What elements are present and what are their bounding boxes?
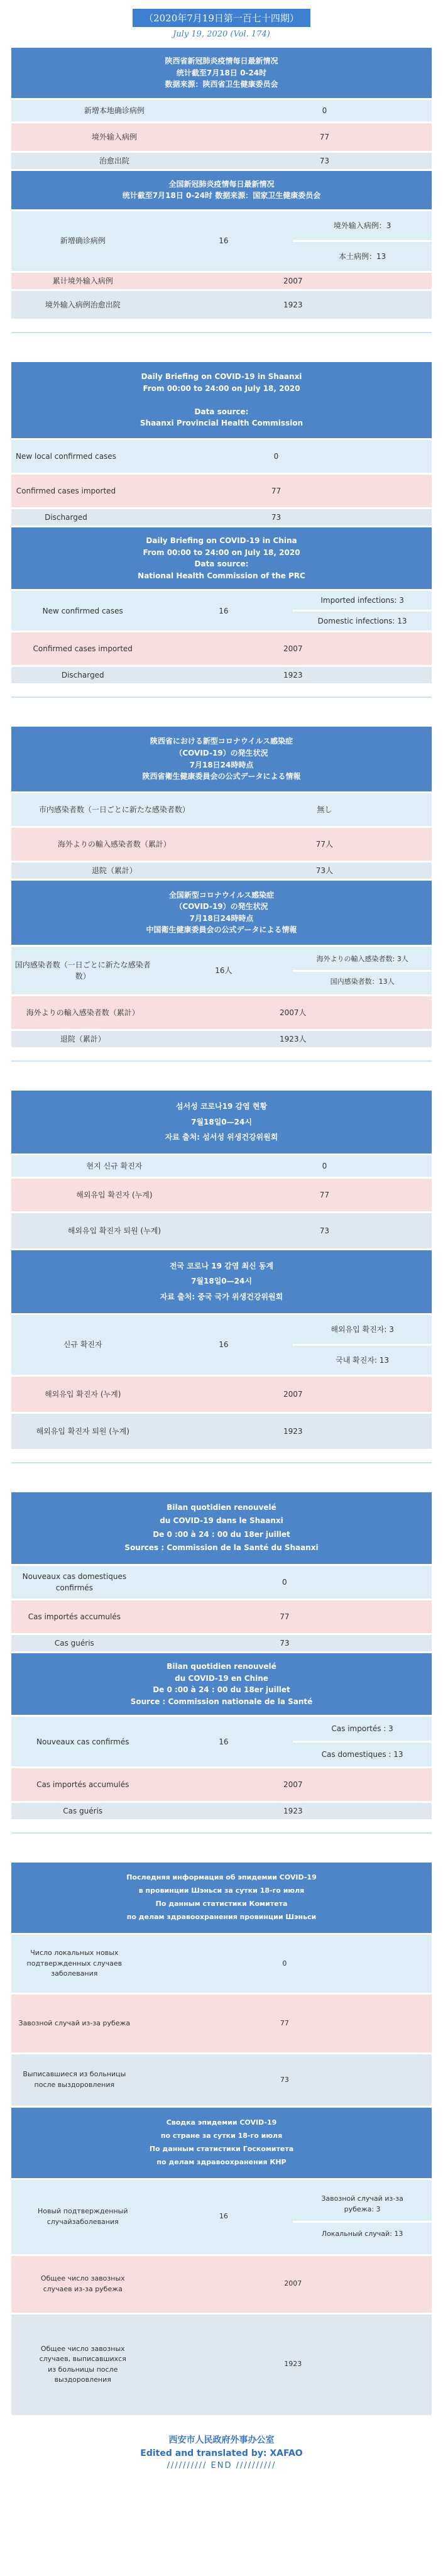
imported-count: 境外输入病例：3 <box>333 221 391 230</box>
table-row <box>11 1213 432 1248</box>
ru-shaanxi-table <box>11 1933 432 2108</box>
ja-shaanxi-table <box>11 791 432 881</box>
table-row <box>11 2256 432 2313</box>
row-value: 0 <box>138 1566 432 1599</box>
row-label: 累计境外输入病例 <box>11 273 154 289</box>
table-row <box>11 211 432 271</box>
row-label: Cas importés accumulés <box>11 1600 138 1633</box>
breakdown-cell <box>293 1717 432 1766</box>
zh-shaanxi-header <box>11 48 432 98</box>
imported-count: Cas importés : 3 <box>331 1724 393 1734</box>
row-value: 2007人 <box>154 996 432 1029</box>
row-label: Выписавшиеся из больницы после выздоровления <box>11 2054 138 2106</box>
table-row <box>11 291 432 319</box>
table-row <box>11 1717 432 1766</box>
row-label: Cas guéris <box>11 1803 154 1819</box>
table-row <box>11 100 432 121</box>
ko-shaanxi-period: 7월18일0—24시 <box>191 1117 252 1126</box>
section-french <box>11 1492 432 1822</box>
table-row <box>11 1315 432 1375</box>
en-china-header <box>11 527 432 589</box>
breakdown-cell <box>293 947 432 994</box>
table-row <box>11 1414 432 1449</box>
table-row <box>11 123 432 151</box>
row-label: 市内感染者数（一日ごとに新たな感染者数） <box>11 793 217 826</box>
ru-china-source: По данным статистики Госкомитета <box>149 2144 294 2153</box>
ja-shaanxi-title2: （COVID-19）の発生状況 <box>175 748 268 757</box>
footer-end-line: ////////// END ////////// <box>167 2460 276 2470</box>
row-label: Общее число завозных случаев, выписавшихся из больницы после выздоровления <box>11 2315 154 2415</box>
zh-china-header <box>11 171 432 209</box>
row-value: 77 <box>217 1179 432 1211</box>
table-row <box>11 1155 432 1177</box>
fr-china-table <box>11 1715 432 1821</box>
zh-china-title: 全国新冠肺炎疫情每日最新情况 <box>168 179 275 189</box>
new-cases-label: 国内感染者数（一日ごとに新たな感染者数） <box>11 947 154 994</box>
en-shaanxi-table <box>11 438 432 527</box>
table-row <box>11 2315 432 2415</box>
row-value: 73 <box>138 2054 432 2106</box>
new-cases-value: 16 <box>154 211 293 271</box>
ko-china-title: 전국 코로나 19 감염 최신 동계 <box>169 1261 274 1270</box>
row-value: 2007 <box>154 632 432 665</box>
row-value: 77 <box>121 475 432 507</box>
row-label: Nouveaux cas domestiques confirmés <box>11 1566 138 1599</box>
table-row <box>11 947 432 994</box>
table-row <box>11 667 432 683</box>
ko-china-table <box>11 1313 432 1451</box>
ja-shaanxi-header <box>11 727 432 791</box>
section-korean <box>11 1091 432 1451</box>
en-china-table <box>11 589 432 685</box>
domestic-count: Cas domestiques : 13 <box>293 1741 432 1766</box>
table-row <box>11 1566 432 1599</box>
table-row <box>11 862 432 879</box>
table-row <box>11 440 432 473</box>
ja-china-table <box>11 945 432 1049</box>
zh-shaanxi-title: 陕西省新冠肺炎疫情每日最新情况 <box>165 57 278 65</box>
row-label: 退院（累計） <box>11 862 217 879</box>
row-value: 2007 <box>154 1377 432 1412</box>
zh-shaanxi-table <box>11 98 432 171</box>
imported-count: Завозной случай из-за рубежа: 3 <box>321 2194 403 2213</box>
row-label: Discharged <box>11 509 121 526</box>
table-row <box>11 2180 432 2254</box>
fr-china-source: Source : Commission nationale de la Santé <box>130 1697 313 1706</box>
row-label: 治愈出院 <box>11 153 217 169</box>
row-value: 1923 <box>154 2315 432 2415</box>
section-russian <box>11 1863 432 2416</box>
domestic-count: 국내 확진자: 13 <box>293 1344 432 1375</box>
new-cases-label: Новый подтвержденный случайзаболевания <box>11 2180 154 2254</box>
fr-china-title2: du COVID-19 en Chine <box>175 1673 268 1683</box>
fr-china-period: De 0 :00 à 24 : 00 du 18er juillet <box>153 1685 290 1695</box>
row-value: 2007 <box>154 273 432 289</box>
fr-shaanxi-period: De 0 :00 à 24 : 00 du 18er juillet <box>153 1529 290 1539</box>
en-shaanxi-header <box>11 362 432 438</box>
table-row <box>11 1995 432 2052</box>
en-china-source-label: Data source: <box>194 559 249 569</box>
imported-count: 해외유입 확진자: 3 <box>331 1324 394 1334</box>
footer-org: 西安市人民政府外事办公室 <box>168 2435 275 2445</box>
table-row <box>11 475 432 507</box>
row-value: 2007 <box>154 1768 432 1801</box>
zh-china-period-source: 统计截至7月18日 0-24时 数据来源：国家卫生健康委员会 <box>122 191 321 201</box>
table-row <box>11 828 432 861</box>
ru-china-header <box>11 2108 432 2178</box>
en-shaanxi-title: Daily Briefing on COVID-19 in Shaanxi <box>141 372 302 381</box>
row-value: 73 <box>217 153 432 169</box>
table-row <box>11 1768 432 1801</box>
en-china-source: National Health Commission of the PRC <box>138 571 305 580</box>
row-value: 77 <box>138 1600 432 1633</box>
ko-shaanxi-source: 자료 출처: 섬서성 위생건강위원회 <box>165 1133 278 1142</box>
row-value: 0 <box>121 440 432 473</box>
table-row <box>11 996 432 1029</box>
table-row <box>11 1635 432 1651</box>
row-label: 境外输入病例治愈出院 <box>11 291 154 319</box>
row-label: 현지 신규 확진자 <box>11 1155 217 1177</box>
row-label: Discharged <box>11 667 154 683</box>
date-banner <box>0 9 443 39</box>
row-value: 73 <box>217 1213 432 1248</box>
row-value: 1923人 <box>154 1031 432 1047</box>
row-label: Cas importés accumulés <box>11 1768 154 1801</box>
ru-shaanxi-source: По данным статистики Комитета <box>155 1900 288 1908</box>
new-cases-value: 16人 <box>154 947 293 994</box>
row-label: 退院（累計） <box>11 1031 154 1047</box>
new-cases-value: 16 <box>154 2180 293 2254</box>
fr-china-header <box>11 1653 432 1715</box>
new-cases-label: New confirmed cases <box>11 591 154 630</box>
footer-credit: Edited and translated by: XAFAO <box>140 2448 303 2458</box>
row-value: 77人 <box>217 828 432 861</box>
en-china-period: From 00:00 to 24:00 on July 18, 2020 <box>143 548 300 557</box>
row-value: 73 <box>138 1635 432 1651</box>
ru-shaanxi-source2: по делам здравоохранения провинции Шэньси <box>126 1913 317 1922</box>
ko-shaanxi-title: 섬서성 코로나19 감염 현황 <box>175 1102 268 1111</box>
fr-shaanxi-title2: du COVID-19 dans le Shaanxi <box>160 1516 283 1526</box>
zh-shaanxi-source: 数据来源：陕西省卫生健康委员会 <box>165 80 278 89</box>
row-value: 2007 <box>154 2256 432 2313</box>
ru-shaanxi-header <box>11 1863 432 1933</box>
ru-china-title: Сводка эпидемии COVID-19 <box>166 2118 277 2127</box>
row-label: 新增本地确诊病例 <box>11 100 217 121</box>
row-label: Общее число завозных случаев из-за рубежа <box>11 2256 154 2313</box>
breakdown-cell <box>293 1315 432 1375</box>
en-shaanxi-source: Shaanxi Provincial Health Commission <box>139 419 304 428</box>
fr-china-title: Bilan quotidien renouvelé <box>167 1662 276 1671</box>
ja-shaanxi-title: 陝西省における新型コロナウイルス感染症 <box>150 737 293 746</box>
ja-china-source: 中国衛生健康委員会の公式データによる情報 <box>146 925 297 935</box>
page-footer <box>0 2433 443 2470</box>
row-label: Cas guéris <box>11 1635 138 1651</box>
domestic-count: 国内感染者数：13人 <box>293 970 432 993</box>
row-value: 77 <box>217 123 432 151</box>
ko-china-period: 7월18일0—24시 <box>191 1277 252 1286</box>
ru-shaanxi-title: Последняя информация об эпидемии COVID-19 <box>126 1873 317 1882</box>
ja-shaanxi-source: 陝西省衛生健康委員会の公式データによる情報 <box>142 772 301 781</box>
en-china-title: Daily Briefing on COVID-19 in China <box>146 536 297 545</box>
row-label: 海外よりの輸入感染者数（累計） <box>11 996 154 1029</box>
row-value: 1923 <box>154 667 432 683</box>
ru-china-table <box>11 2178 432 2417</box>
table-row <box>11 1179 432 1211</box>
new-cases-value: 16 <box>154 591 293 630</box>
imported-count: Imported infections: 3 <box>320 596 404 605</box>
row-label: 해외유입 확진자 (누계) <box>11 1377 154 1412</box>
row-value: 1923 <box>154 1803 432 1819</box>
row-label: New local confirmed cases <box>11 440 121 473</box>
row-value: 73人 <box>217 862 432 879</box>
ru-china-title2: по стране за сутки 18-го июля <box>160 2131 283 2140</box>
table-row <box>11 591 432 630</box>
zh-china-table <box>11 209 432 321</box>
ja-china-title: 全国新型コロナウイルス感染症 <box>168 890 275 900</box>
table-row <box>11 632 432 665</box>
table-row <box>11 509 432 526</box>
row-value: 73 <box>121 509 432 526</box>
ja-shaanxi-period: 7月18日24時時点 <box>189 760 254 769</box>
en-shaanxi-source-label: Data source: <box>194 407 249 416</box>
row-label: Завозной случай из-за рубежа <box>11 1995 138 2052</box>
new-cases-value: 16 <box>154 1315 293 1375</box>
ko-shaanxi-table <box>11 1153 432 1250</box>
ru-china-source2: по делам здравоохранения КНР <box>156 2157 287 2166</box>
table-row <box>11 153 432 169</box>
row-label: 해외유입 확진자 퇴원 (누계) <box>11 1414 154 1449</box>
row-label: Confirmed cases imported <box>11 632 154 665</box>
row-label: 海外よりの輸入感染者数（累計） <box>11 828 217 861</box>
table-row <box>11 2054 432 2106</box>
row-label: 해외유입 확진자 (누계) <box>11 1179 217 1211</box>
issue-date-cn: （2020年7月19日第一百七十四期） <box>133 9 310 27</box>
issue-date-en: July 19, 2020 (Vol. 174) <box>173 30 270 39</box>
row-value: 無し <box>217 793 432 826</box>
ko-china-header <box>11 1250 432 1313</box>
row-label: Confirmed cases imported <box>11 475 121 507</box>
table-row <box>11 1031 432 1047</box>
table-row <box>11 793 432 826</box>
table-row <box>11 273 432 289</box>
ko-china-source: 자료 출처: 중국 국가 위생건강위원회 <box>160 1292 283 1302</box>
ja-china-title2: （COVID-19）の発生状況 <box>175 902 268 911</box>
breakdown-cell <box>293 591 432 630</box>
section-japanese <box>11 727 432 1049</box>
row-value: 1923 <box>154 1414 432 1449</box>
new-cases-value: 16 <box>154 1717 293 1766</box>
imported-count: 海外よりの輸入感染者数: 3人 <box>316 955 408 964</box>
zh-shaanxi-period: 统计截至7月18日 0-24时 <box>176 68 267 77</box>
section-chinese <box>11 48 432 321</box>
new-cases-label: Nouveaux cas confirmés <box>11 1717 154 1766</box>
row-value: 0 <box>217 100 432 121</box>
table-row <box>11 1935 432 1993</box>
section-english <box>11 362 432 685</box>
row-value: 1923 <box>154 291 432 319</box>
domestic-count: 本土病例：13 <box>293 240 432 271</box>
row-label: 境外输入病例 <box>11 123 217 151</box>
breakdown-cell <box>293 2180 432 2254</box>
table-row <box>11 1803 432 1819</box>
fr-shaanxi-table <box>11 1564 432 1653</box>
fr-shaanxi-header <box>11 1492 432 1564</box>
breakdown-cell <box>293 211 432 271</box>
row-label: 해외유입 확진자 퇴원 (누계) <box>11 1213 217 1248</box>
row-value: 0 <box>138 1935 432 1993</box>
row-label: Число локальных новых подтвержденных случаев заболевания <box>11 1935 138 1993</box>
fr-shaanxi-title: Bilan quotidien renouvelé <box>167 1502 276 1512</box>
domestic-count: Domestic infections: 13 <box>293 610 432 630</box>
table-row <box>11 1600 432 1633</box>
en-shaanxi-period: From 00:00 to 24:00 on July 18, 2020 <box>143 383 300 393</box>
row-value: 0 <box>217 1155 432 1177</box>
domestic-count: Локальный случай: 13 <box>293 2221 432 2246</box>
new-cases-label: 新增确诊病例 <box>11 211 154 271</box>
ko-shaanxi-header <box>11 1091 432 1153</box>
table-row <box>11 1377 432 1412</box>
fr-shaanxi-source: Sources : Commission de la Santé du Shaanxi <box>124 1543 319 1553</box>
ja-china-period: 7月18日24時時点 <box>189 913 254 923</box>
ja-china-header <box>11 881 432 945</box>
new-cases-label: 신규 확진자 <box>11 1315 154 1375</box>
ru-shaanxi-title2: в провинции Шэньси за сутки 18-го июля <box>138 1886 305 1895</box>
row-value: 77 <box>138 1995 432 2052</box>
